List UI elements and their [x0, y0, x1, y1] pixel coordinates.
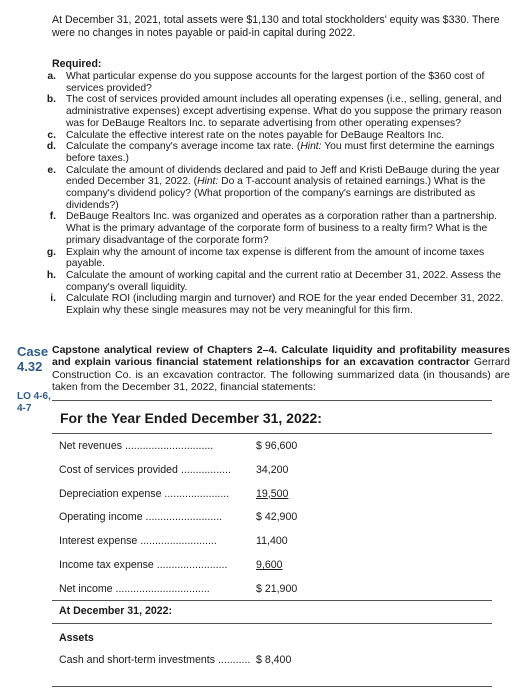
row-label: Net revenues .............................. — [59, 440, 214, 452]
table-title-rule — [52, 433, 492, 434]
case-number — [17, 344, 51, 374]
statement-row — [59, 583, 309, 597]
statement-row — [59, 488, 309, 502]
statement-row — [59, 464, 309, 478]
intro-paragraph: At December 31, 2021, total assets were $1,130 and total stockholders' equity was $330. There were no changes in notes payable or paid-in capital during 2022. — [52, 14, 500, 39]
requirement-item — [42, 293, 512, 316]
requirement-letter: h. — [46, 269, 56, 281]
requirement-item — [42, 165, 512, 212]
requirement-letter: d. — [46, 141, 56, 153]
statement-row — [59, 654, 309, 668]
requirement-item — [42, 247, 512, 270]
required-heading: Required: — [52, 58, 102, 70]
table-top-rule — [52, 400, 492, 401]
requirements-list — [42, 71, 512, 317]
case-description — [52, 344, 510, 393]
requirement-text: Calculate the effective interest rate on the notes payable for DeBauge Realtors Inc. — [66, 129, 445, 141]
row-label: Cash and short-term investments ........... — [59, 654, 251, 666]
requirement-letter: b. — [46, 94, 56, 106]
statement-row — [59, 511, 309, 525]
requirement-letter: g. — [46, 246, 56, 258]
row-label: Net income ................................ — [59, 582, 210, 595]
requirement-text: Calculate the company's average income tax rate. (Hint: You must first determine the earnings before taxes.) — [66, 141, 495, 164]
requirement-item — [42, 141, 512, 164]
row-label: Operating income .......................... — [59, 511, 223, 524]
requirement-item — [42, 130, 512, 142]
case-title: Capstone analytical review of Chapters 2–4. Calculate liquidity and profitability measures and explain various financial statement relationships for an excavation contractor — [52, 344, 510, 369]
requirement-text: Calculate ROI (including margin and turnover) and ROE for the year ended December 31, 2022. Explain why these single measures may not be very meaningful for this firm. — [66, 293, 504, 317]
row-amount: 19,500 — [256, 487, 289, 500]
requirement-text: Calculate the amount of working capital and the current ratio at December 31, 2022. Assess the company's overall liquidity. — [66, 269, 502, 293]
requirement-item — [42, 94, 512, 129]
requirement-text: Explain why the amount of income tax expense is different from the amount of income taxes payable. — [66, 246, 485, 270]
statement-row — [59, 440, 309, 454]
subhead-rule — [52, 623, 492, 624]
requirement-item — [42, 211, 512, 246]
assets-heading: Assets — [59, 632, 94, 644]
row-amount: 11,400 — [256, 535, 288, 548]
row-amount: $ 21,900 — [256, 582, 298, 595]
requirement-letter: e. — [47, 164, 56, 176]
row-amount: $ 96,600 — [256, 440, 298, 452]
case-label: Case 4.32 — [17, 344, 49, 374]
row-label: Interest expense .......................... — [59, 535, 217, 548]
statement-row — [59, 535, 309, 549]
row-label: Depreciation expense ...................... — [59, 487, 230, 500]
requirement-letter: f. — [49, 211, 56, 223]
requirement-text: DeBauge Realtors Inc. was organized and operates as a corporation rather than a partnership. What is the primary advantage of the corporate form of business to a realty firm? What is the primary disadvantage of the corporate form? — [66, 211, 498, 246]
requirement-text: Calculate the amount of dividends declared and paid to Jeff and Kristi DeBauge during the year ended December 31, 2022. (Hint: Do a T-account analysis of retained earnings.) What is the company's dividend policy? (What proportion of the company's earnings are distributed as dividends?) — [66, 164, 500, 211]
requirement-item — [42, 270, 512, 293]
requirement-letter: c. — [47, 129, 56, 141]
row-amount: $ 42,900 — [256, 511, 298, 524]
case-body: Gerrard Construction Co. is an excavation contractor. The following summarized data (in thousands) are taken from the December 31, 2022, financial statements: — [52, 356, 510, 393]
bottom-rule — [52, 686, 492, 687]
row-amount: 9,600 — [256, 559, 283, 571]
statement-row — [59, 559, 309, 573]
requirement-letter: i. — [50, 293, 56, 305]
table-title: For the Year Ended December 31, 2022: — [60, 410, 322, 426]
row-amount: $ 8,400 — [256, 654, 292, 666]
row-label: Cost of services provided ................. — [59, 463, 231, 476]
requirement-text: What particular expense do you suppose accounts for the largest portion of the $360 cost of services provided? — [66, 71, 485, 94]
learning-objectives: LO 4-6, 4-7 — [17, 391, 51, 414]
requirement-letter: a. — [47, 71, 56, 82]
requirement-text: The cost of services provided amount includes all operating expenses (i.e., selling, general, and administrative expenses) except advertising expense. What do you suppose the primary reason was for DeBauge Realtors Inc. to separate advertising from other operating expenses? — [66, 94, 502, 129]
requirement-item — [42, 71, 512, 94]
row-amount: 34,200 — [256, 463, 289, 476]
row-label: Income tax expense ........................ — [59, 559, 228, 571]
section-rule — [52, 600, 492, 601]
balance-heading: At December 31, 2022: — [59, 605, 173, 617]
